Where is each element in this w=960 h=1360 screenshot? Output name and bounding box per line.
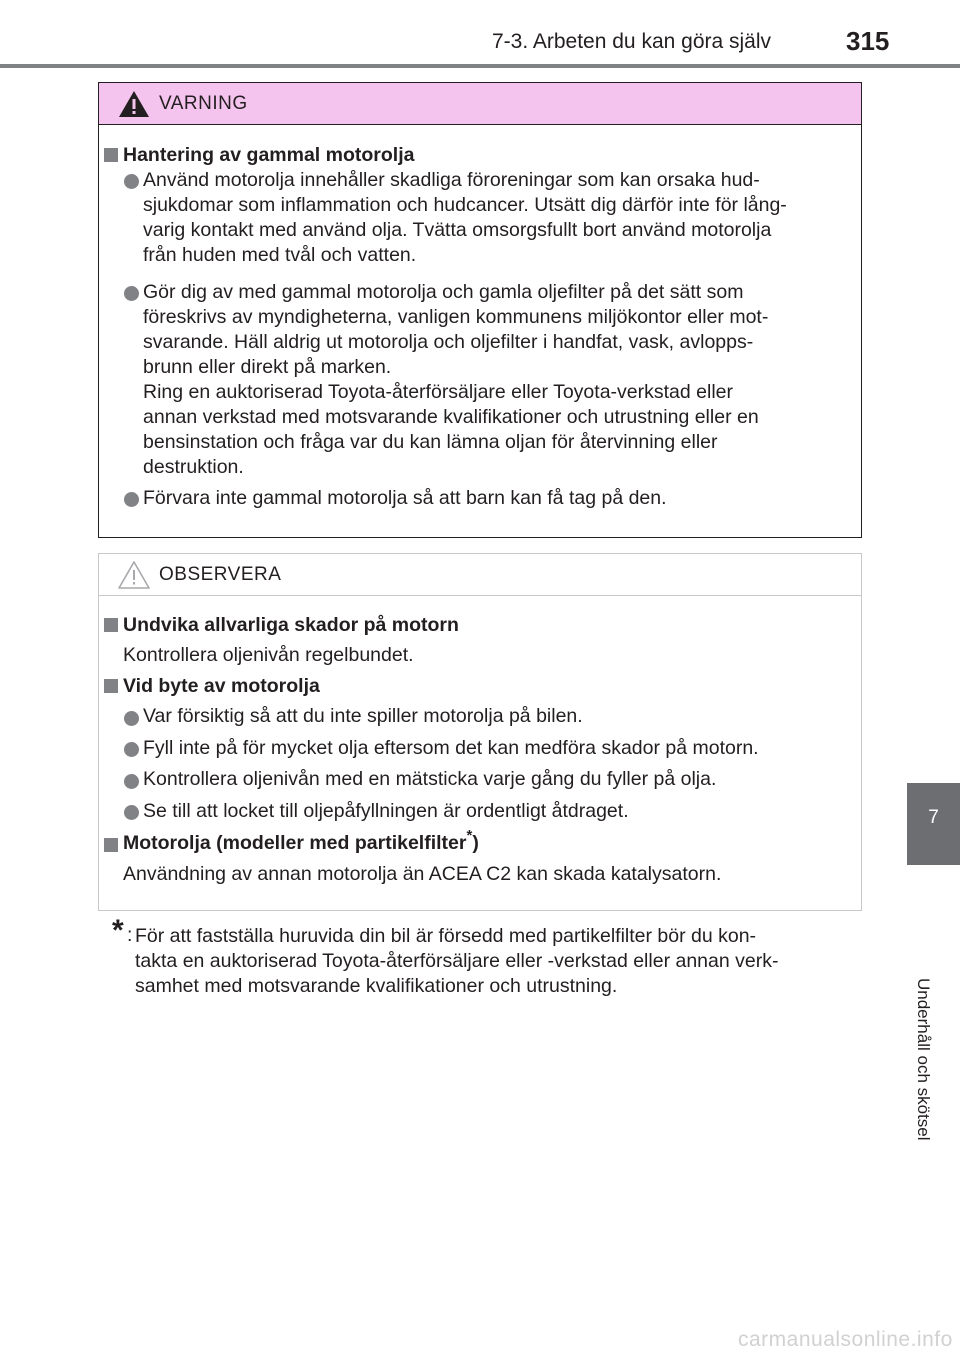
warning-bullet-1-dot [124, 174, 139, 189]
caution-triangle-outline-icon [117, 560, 151, 590]
notice-text-1: Kontrollera oljenivån regelbundet. [123, 644, 414, 666]
footnote-text-cont: takta en auktoriserad Toyota-återförsäljare eller -verkstad eller annan verk- samhet med motsvarande kvalifikationer och utrustning. [135, 950, 779, 997]
warning-heading-marker [104, 148, 118, 162]
warning-bullet-2: Gör dig av med gammal motorolja och gamla oljefilter på det sätt som föreskrivs av myndigheterna, vanligen kommunens miljökontor eller mot- svarande. Häll aldrig ut motorolja och oljefilter i handfat, vask, avlopps- brunn eller direkt på marken. Ring en auktoriserad Toyota-återförsäljare eller Toyota-verkstad eller annan verkstad med motsvarande kvalifikationer och utrustning eller en bensinstation och fråga var du kan lämna oljan för återvinning eller destruktion. [143, 281, 769, 478]
header-rule [0, 64, 960, 68]
notice-bullet-1-dot [124, 711, 139, 726]
notice-bullet-4: Se till att locket till oljepåfyllningen är ordentligt åtdraget. [143, 800, 629, 822]
warning-bullet-1: Använd motorolja innehåller skadliga föroreningar som kan orsaka hud- sjukdomar som inflammation och hudcancer. Utsätt dig därför inte för lång- varig kontakt med använd olja. Tvätta omsorgsfullt bort använd motorolja från huden med tvål och vatten. [143, 169, 787, 266]
footnote-colon: : [127, 924, 133, 946]
notice-bullet-2: Fyll inte på för mycket olja eftersom det kan medföra skador på motorn. [143, 737, 759, 759]
notice-bullet-3: Kontrollera oljenivån med en mätsticka varje gång du fyller på olja. [143, 768, 717, 790]
notice-bullet-2-dot [124, 742, 139, 757]
notice-heading-2: Vid byte av motorolja [123, 675, 320, 697]
notice-header [99, 554, 861, 596]
notice-heading-2-marker [104, 679, 118, 693]
section-title: 7-3. Arbeten du kan göra själv [492, 30, 772, 53]
warning-bullet-3-dot [124, 492, 139, 507]
warning-bullet-3: Förvara inte gammal motorolja så att barn kan få tag på den. [143, 487, 667, 509]
chapter-label-text: Underhåll och skötsel [914, 978, 933, 1141]
notice-heading-3: Motorolja (modeller med partikelfilter*) [123, 827, 479, 854]
warning-label: VARNING [159, 93, 248, 114]
warning-heading: Hantering av gammal motorolja [123, 144, 415, 166]
page-number: 315 [846, 26, 890, 56]
footnote-marker: * [112, 914, 124, 947]
notice-heading-1: Undvika allvarliga skador på motorn [123, 614, 459, 636]
notice-bullet-3-dot [124, 774, 139, 789]
warning-header [99, 83, 861, 125]
chapter-number: 7 [928, 807, 939, 828]
warning-bullet-2-dot [124, 286, 139, 301]
notice-heading-1-marker [104, 618, 118, 632]
notice-text-3: Användning av annan motorolja än ACEA C2 kan skada katalysatorn. [123, 863, 722, 885]
notice-heading-3-marker [104, 838, 118, 852]
footnote-text: För att fastställa huruvida din bil är försedd med partikelfilter bör du kon- [135, 925, 757, 947]
chapter-tab [907, 783, 960, 865]
watermark: carmanualsonline.info [738, 1328, 953, 1351]
page-header [0, 0, 960, 70]
notice-bullet-4-dot [124, 805, 139, 820]
notice-label: OBSERVERA [159, 564, 282, 585]
notice-bullet-1: Var försiktig så att du inte spiller motorolja på bilen. [143, 705, 583, 727]
notice-box [98, 553, 862, 911]
warning-triangle-icon [117, 89, 151, 119]
